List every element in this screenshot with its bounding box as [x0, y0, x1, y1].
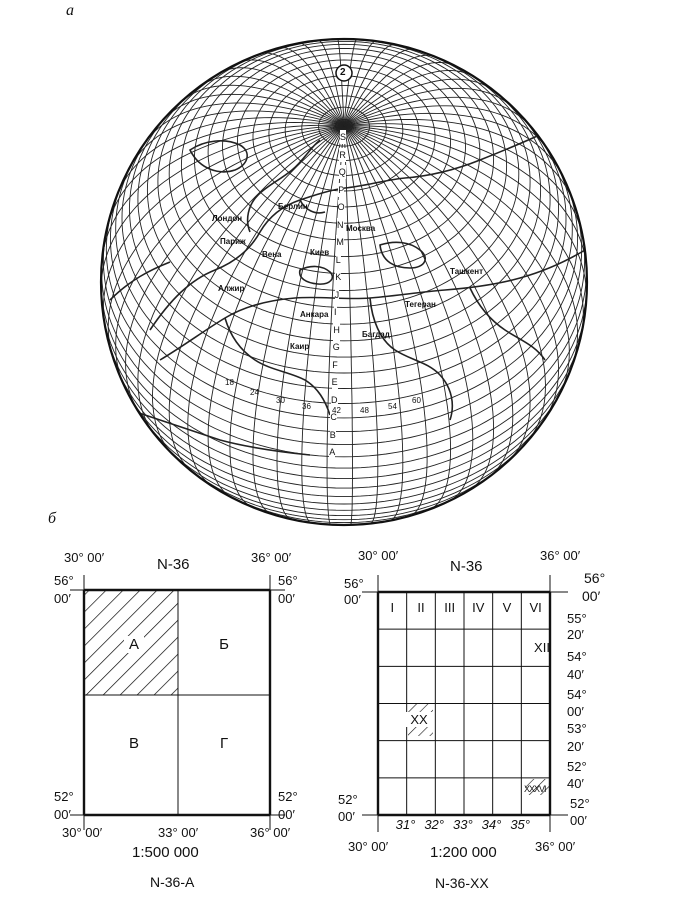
left-lat-top-min-r: 00′: [278, 591, 295, 606]
left-lon-bottom-mid: 33° 00′: [158, 825, 199, 840]
right-lat-bottom-min-r: 00′: [570, 813, 587, 828]
meridian-number: 54: [388, 402, 397, 411]
zone-letter: O: [337, 202, 345, 212]
left-lat-top-deg-l: 56°: [54, 573, 74, 588]
left-lon-left: 30° 00′: [64, 550, 105, 565]
meridian-number: 42: [332, 406, 341, 415]
lat-label: 40′: [567, 776, 584, 791]
lat-label: 40′: [567, 667, 584, 682]
left-lat-bottom-min-r: 00′: [278, 807, 295, 822]
city-label: Берлин: [278, 202, 308, 211]
lat-label: 20′: [567, 627, 584, 642]
city-label: Киев: [310, 248, 330, 257]
city-label: Париж: [220, 237, 246, 246]
right-lon-left: 30° 00′: [358, 548, 399, 563]
lat-label: 53°: [567, 721, 587, 736]
left-lat-top-min-l: 00′: [54, 591, 71, 606]
right-lat-bottom-deg-r: 52°: [570, 796, 590, 811]
right-lat-top-min-r: 00′: [582, 588, 601, 604]
left-lat-bottom-deg-l: 52°: [54, 789, 74, 804]
panel-b-label: б: [48, 510, 57, 527]
lat-label: 00′: [567, 704, 584, 719]
right-sheet-title: N-36: [450, 558, 483, 575]
left-lat-bottom-deg-r: 52°: [278, 789, 298, 804]
cell-xii-label: XII: [534, 640, 550, 655]
right-lat-bottom-min-l: 00′: [338, 809, 355, 824]
left-lon-right: 36° 00′: [251, 550, 292, 565]
column-label: IV: [472, 600, 485, 615]
city-label: Тегеран: [405, 300, 436, 309]
zone-letter: C: [330, 412, 337, 422]
column-label: V: [502, 600, 512, 615]
left-scale: 1:500 000: [132, 844, 199, 861]
left-lon-bottom-left: 30° 00′: [62, 825, 103, 840]
left-nomenclature: N-36-А: [150, 874, 195, 890]
city-label: Ташкент: [450, 267, 484, 276]
zone-letter: G: [332, 342, 340, 352]
meridian-number: 60: [412, 396, 421, 405]
zone-letter: F: [332, 359, 338, 370]
right-lon-bottom-right: 36° 00′: [535, 839, 576, 854]
zone-letter: H: [333, 324, 340, 335]
lat-label: 54°: [567, 687, 587, 702]
cell-a-label: А: [124, 636, 144, 653]
column-label: III: [444, 600, 456, 615]
meridian-number: 18: [225, 378, 234, 387]
zone-letter: B: [329, 429, 336, 440]
right-lat-top-min-l: 00′: [344, 592, 361, 607]
zone-letter: E: [331, 377, 338, 387]
meridian-number: 48: [360, 406, 369, 415]
lon-label: 33°: [453, 817, 473, 832]
zone-letter: Q: [338, 167, 346, 177]
lat-label: 55°: [567, 611, 587, 626]
column-label: I: [390, 600, 395, 615]
cell-v-label: В: [128, 735, 139, 752]
left-lat-top-deg-r: 56°: [278, 573, 298, 588]
lat-label: 52°: [567, 759, 587, 774]
lon-label: 34°: [481, 817, 502, 832]
column-label: II: [417, 600, 425, 615]
left-lon-bottom-right: 36° 00′: [250, 825, 291, 840]
left-lat-bottom-min-l: 00′: [54, 807, 71, 822]
zone-letter: M: [336, 237, 344, 247]
cell-xx-label: XX: [405, 712, 433, 727]
zone-letter: I: [334, 307, 337, 317]
lon-label: 31°: [395, 817, 416, 832]
cell-g-label: Г: [219, 735, 229, 752]
city-label: Багдад: [362, 330, 390, 339]
zone-letter: J: [334, 289, 340, 300]
lat-label: 20′: [567, 739, 584, 754]
lat-label: 54°: [567, 649, 587, 664]
city-label: Алжир: [218, 284, 245, 293]
right-lon-bottom-left: 30° 00′: [348, 839, 389, 854]
zone-letter: D: [331, 394, 338, 405]
right-scale: 1:200 000: [430, 844, 497, 861]
zone-letter: L: [335, 254, 341, 265]
right-lat-bottom-deg-l: 52°: [338, 792, 358, 807]
meridian-number: 36: [302, 402, 311, 411]
right-nomenclature: N-36-XX: [435, 875, 489, 891]
zone-letter: K: [335, 272, 342, 282]
lon-label: 32°: [424, 817, 444, 832]
panel-a-label: а: [66, 2, 74, 19]
zone-letter: A: [329, 447, 336, 457]
right-lat-top-deg-l: 56°: [344, 576, 364, 591]
zone-letter: N: [337, 219, 344, 230]
meridian-number: 24: [250, 388, 259, 397]
city-label: Лондон: [212, 214, 243, 223]
city-label: Каир: [290, 342, 310, 351]
zone-letter: R: [339, 149, 346, 160]
zone-letter: P: [338, 184, 345, 195]
city-label: Анкара: [300, 310, 329, 319]
city-label: Москва: [346, 224, 376, 233]
zone-letter: S: [340, 132, 347, 142]
column-label: VI: [529, 600, 542, 615]
city-label: Вена: [262, 250, 282, 259]
right-lat-top-deg-r: 56°: [584, 570, 606, 586]
lon-label: 35°: [510, 817, 530, 832]
right-lon-right: 36° 00′: [540, 548, 581, 563]
cell-b-label: Б: [219, 636, 229, 653]
cell-xxxvi-label: XXXVI: [524, 784, 546, 794]
left-sheet-title: N-36: [157, 556, 190, 573]
meridian-number: 30: [276, 396, 285, 405]
pole-label: 2: [340, 67, 346, 78]
